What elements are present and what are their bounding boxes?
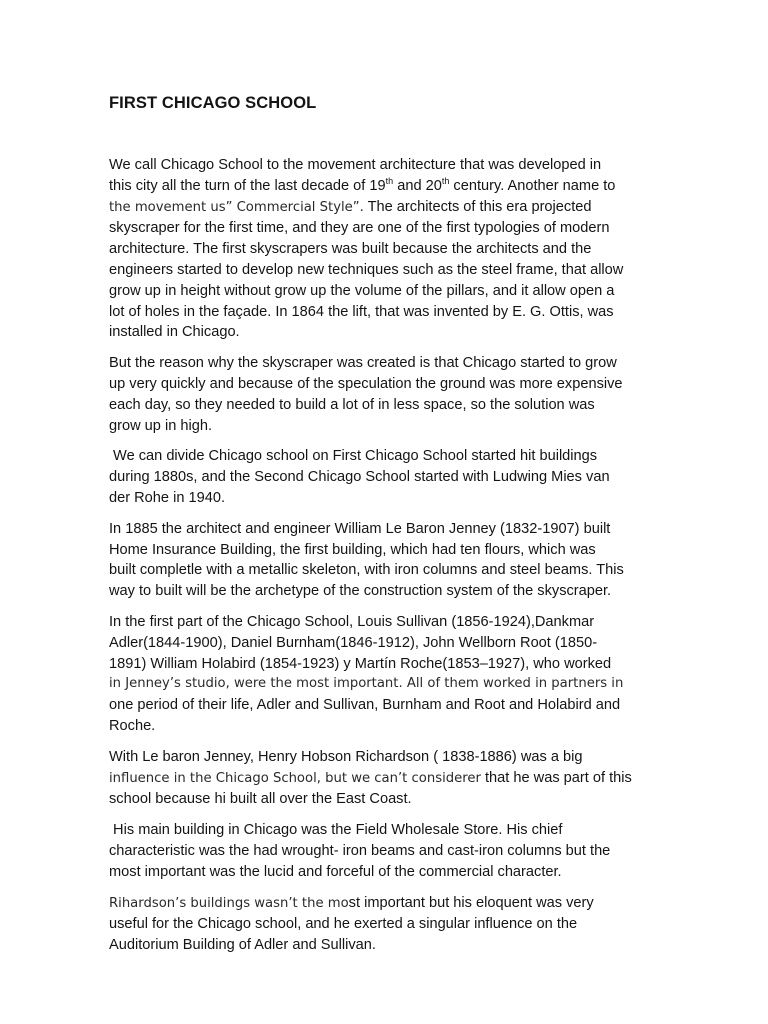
text-line: useful for the Chicago school, and he exerted a singular influence on the (109, 916, 578, 933)
document-title: FIRST CHICAGO SCHOOL (109, 94, 317, 112)
superscript: th (441, 175, 450, 186)
text-run: Rihardson’s buildings wasn’t the mo (109, 895, 349, 911)
paragraph-2 (109, 353, 669, 436)
paragraph-5 (109, 612, 669, 737)
text-line: grow up in height without grow up the volume of the pillars, and it allow open a (109, 282, 615, 299)
text-line: each day, so they needed to build a lot of in less space, so the solution was (109, 396, 595, 413)
text-line: lot of holes in the façade. In 1864 the lift, that was invented by E. G. Ottis, was (109, 303, 614, 320)
text-line (109, 176, 669, 197)
text-run: that he was part of this (480, 769, 632, 786)
text-line (109, 893, 669, 915)
text-line: up very quickly and because of the speculation the ground was more expensive (109, 375, 623, 392)
text-line: In the first part of the Chicago School, Louis Sullivan (1856-1924),Dankmar (109, 613, 595, 630)
text-run: century. Another name to (449, 177, 616, 194)
text-run: The architects of this era projected (363, 198, 592, 215)
text-line: school because hi built all over the East Coast. (109, 791, 412, 808)
paragraph-1 (109, 155, 669, 343)
text-line: one period of their life, Adler and Sullivan, Burnham and Root and Holabird and (109, 697, 621, 714)
text-line: der Rohe in 1940. (109, 489, 226, 506)
superscript: th (385, 175, 394, 186)
paragraph-8 (109, 893, 669, 956)
text-line: In 1885 the architect and engineer William Le Baron Jenney (1832-1907) built (109, 520, 611, 537)
text-line: skyscraper for the first time, and they are one of the first typologies of modern (109, 220, 610, 237)
text-run: influence in the Chicago School, but we can’t considerer (109, 770, 481, 786)
text-run: the movement us” Commercial Style”. (109, 199, 364, 215)
text-run: and 20 (393, 177, 442, 194)
text-line: grow up in high. (109, 417, 213, 434)
text-line: But the reason why the skyscraper was created is that Chicago started to grow (109, 355, 617, 372)
paragraph-3 (109, 446, 669, 508)
text-line: engineers started to develop new techniques such as the steel frame, that allow (109, 261, 624, 278)
text-line: installed in Chicago. (109, 324, 240, 341)
text-run: st important but his eloquent was very (348, 894, 594, 911)
text-run: this city all the turn of the last decade of 19 (109, 177, 386, 194)
paragraph-7 (109, 820, 669, 882)
text-line: Adler(1844-1900), Daniel Burnham(1846-1912), John Wellborn Root (1850- (109, 634, 598, 651)
text-line: way to built will be the archetype of the construction system of the skyscraper. (109, 583, 612, 600)
text-line: architecture. The first skyscrapers was built because the architects and the (109, 241, 592, 258)
text-line: Home Insurance Building, the first building, which had ten flours, which was (109, 541, 596, 558)
text-line: characteristic was the had wrought- iron beams and cast-iron columns but the (109, 842, 611, 859)
text-line: His main building in Chicago was the Field Wholesale Store. His chief (109, 822, 563, 839)
text-line: Auditorium Building of Adler and Sullivan. (109, 937, 376, 954)
text-line: With Le baron Jenney, Henry Hobson Richardson ( 1838-1886) was a big (109, 748, 583, 765)
document-page (109, 93, 669, 966)
text-line: in Jenney’s studio, were the most important. All of them worked in partners in (109, 676, 624, 692)
text-line: built completle with a metallic skeleton, with iron columns and steel beams. This (109, 562, 624, 579)
text-line: Roche. (109, 717, 156, 734)
paragraph-4 (109, 519, 669, 602)
text-line (109, 197, 669, 219)
text-line (109, 768, 669, 790)
text-line: We call Chicago School to the movement architecture that was developed in (109, 157, 602, 173)
text-line: 1891) William Holabird (1854-1923) y Martín Roche(1853–1927), who worked (109, 655, 612, 672)
text-line: most important was the lucid and forceful of the commercial character. (109, 863, 562, 880)
paragraph-6 (109, 747, 669, 810)
text-line: We can divide Chicago school on First Chicago School started hit buildings (109, 448, 598, 465)
text-line: during 1880s, and the Second Chicago School started with Ludwing Mies van (109, 469, 610, 486)
